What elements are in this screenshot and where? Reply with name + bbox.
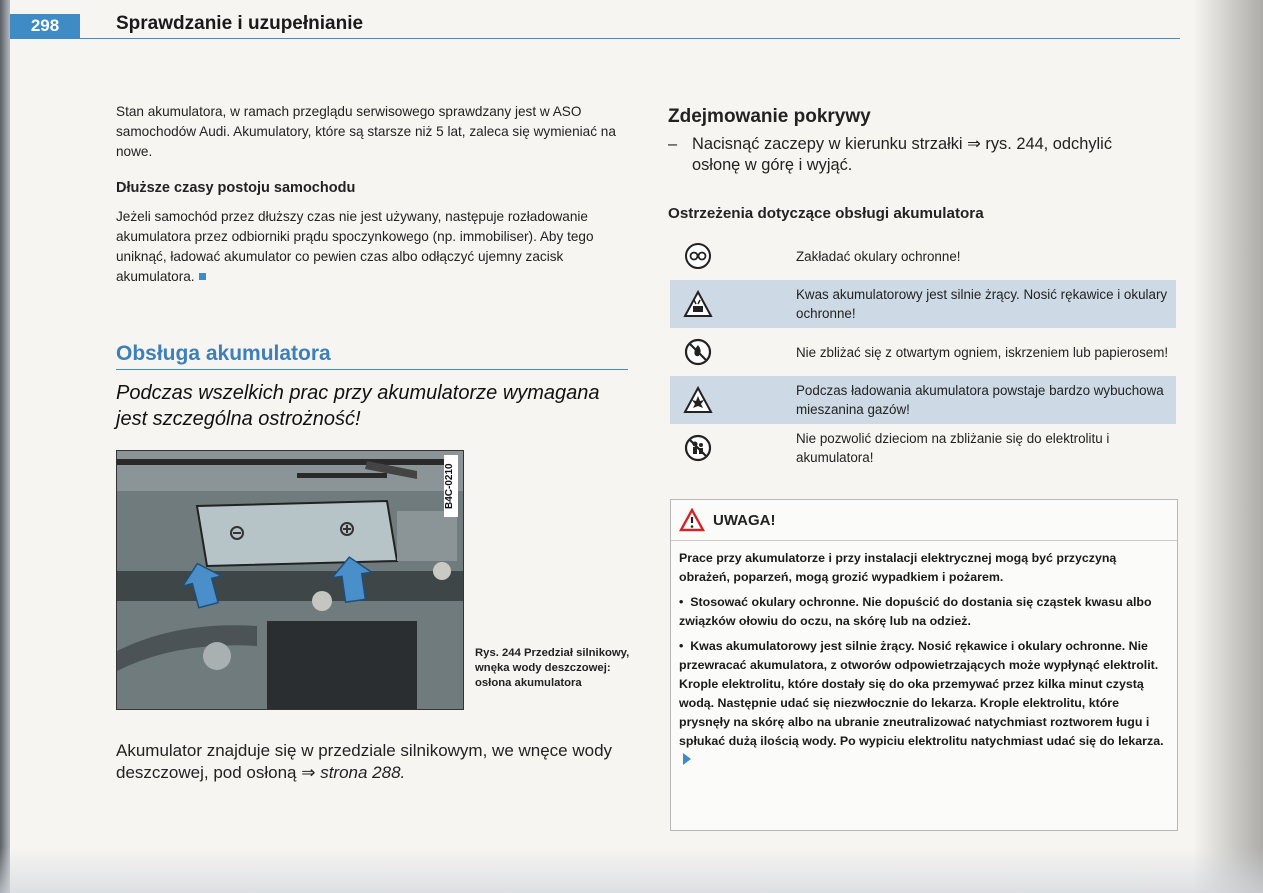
warning-row bbox=[670, 424, 1176, 472]
caution-body bbox=[671, 541, 1177, 770]
lead-text: Podczas wszelkich prac przy akumulatorze wymagana jest szczególna ostrożność! bbox=[116, 382, 600, 430]
caution-bullet-text: Kwas akumulatorowy jest silnie żrący. Nosić rękawice i okulary ochronne. Nie przewracać akumulatora, z otworów odpowietrzających może wypłynąć elektrolit. Krople elektrolitu, które dostały się do oka przemywać przez kilka minut czystą wodą. Następnie udać się niezwłocznie do lekarza. Krople elektrolitu, które prysnęły na skórę albo na ubranie zneutralizować natychmiast roztworem ługu i spłukać dużą ilością wody. Po wypiciu elektrolitu natychmiast udać się do lekarza. bbox=[679, 639, 1164, 748]
binding-edge bbox=[0, 0, 10, 893]
bottom-shadow bbox=[0, 847, 1263, 893]
warning-triangle-icon bbox=[679, 508, 705, 532]
caution-title: UWAGA! bbox=[713, 511, 776, 529]
warning-text: Zakładać okulary ochronne! bbox=[796, 248, 961, 264]
end-marker-icon bbox=[199, 273, 206, 280]
caution-box bbox=[670, 499, 1178, 831]
warning-text: Podczas ładowania akumulatora powstaje bardzo wybuchowa mieszanina gazów! bbox=[796, 383, 1164, 417]
page-number: 298 bbox=[10, 14, 80, 38]
caution-intro: Prace przy akumulatorze i przy instalacji elektrycznej mogą być przyczyną obrażeń, poparzeń, mogą grozić wypadkiem i pożarem. bbox=[679, 551, 1117, 584]
warning-row bbox=[670, 328, 1176, 376]
page-reference-link[interactable]: strona 288. bbox=[320, 763, 406, 782]
storage-paragraph bbox=[116, 207, 628, 287]
warnings-table bbox=[670, 232, 1176, 472]
intro-paragraph: Stan akumulatora, w ramach przeglądu serwisowego sprawdzany jest w ASO samochodów Audi. Akumulatory, które są starsze niż 5 lat, zaleca się wymieniać na nowe. bbox=[116, 104, 616, 159]
storage-heading: Dłuższe czasy postoju samochodu bbox=[116, 180, 356, 196]
figure-caption: Rys. 244 Przedział silnikowy, wnęka wody deszczowej: osłona akumulatora bbox=[475, 647, 630, 689]
step-dash: – bbox=[668, 135, 678, 153]
warning-text: Nie zbliżać się z otwartym ogniem, iskrzeniem lub papierosem! bbox=[796, 344, 1169, 360]
caution-bullet: • Stosować okulary ochronne. Nie dopuścić do dostania się cząstek kwasu albo związków ołowiu do oczu, na skórę lub na odzież. bbox=[679, 595, 1152, 628]
cover-heading: Zdejmowanie pokrywy bbox=[668, 106, 871, 127]
goggles-icon bbox=[670, 242, 726, 270]
page-curl-shadow bbox=[1193, 0, 1263, 893]
warning-row bbox=[670, 280, 1176, 328]
battery-location-text bbox=[116, 740, 636, 784]
page-title: Sprawdzanie i uzupełnianie bbox=[116, 13, 364, 34]
section-title: Obsługa akumulatora bbox=[116, 342, 331, 365]
engine-bay-figure bbox=[116, 450, 464, 710]
caution-bullet: • Kwas akumulatorowy jest silnie żrący. Nosić rękawice i okulary ochronne. Nie przewracać akumulatora, z otworów odpowietrzających może wypłynąć elektrolit. Krople elektrolitu, które dostały się do oka przemywać przez kilka minut czystą wodą. Następnie udać się niezwłocznie do lekarza. Krople elektrolitu, które prysnęły na skórę albo na ubranie zneutralizować natychmiast roztworem ługu i spłukać dużą ilością wody. Po wypiciu elektrolitu natychmiast udać się do lekarza. bbox=[679, 637, 1169, 770]
warnings-heading: Ostrzeżenia dotyczące obsługi akumulatora bbox=[668, 205, 984, 222]
cover-step bbox=[668, 134, 1128, 176]
no-children-icon bbox=[670, 434, 726, 462]
header-divider bbox=[10, 38, 1180, 39]
figure-code: B4C-0210 bbox=[444, 455, 458, 517]
location-text: Akumulator znajduje się w przedziale silnikowym, we wnęce wody deszczowej, pod osłoną ⇒ bbox=[116, 741, 613, 782]
caution-bullet-text: Stosować okulary ochronne. Nie dopuścić do dostania się cząstek kwasu albo związków ołowiu do oczu, na skórę lub na odzież. bbox=[679, 595, 1152, 628]
storage-text: Jeżeli samochód przez dłuższy czas nie jest używany, następuje rozładowanie akumulatora przez odbiorniki prądu spoczynkowego (np. immobiliser). Aby tego uniknąć, ładować akumulator co pewien czas albo odłączyć ujemny zacisk akumulatora. bbox=[116, 209, 594, 284]
warning-text: Nie pozwolić dzieciom na zbliżanie się do elektrolitu i akumulatora! bbox=[796, 431, 1110, 465]
cover-step-text: Nacisnąć zaczepy w kierunku strzałki ⇒ rys. 244, odchylić osłonę w górę i wyjąć. bbox=[692, 135, 1113, 174]
warning-text: Kwas akumulatorowy jest silnie żrący. Nosić rękawice i okulary ochronne! bbox=[796, 287, 1168, 321]
warning-row bbox=[670, 232, 1176, 280]
warning-row bbox=[670, 376, 1176, 424]
section-divider bbox=[116, 369, 628, 370]
continue-arrow-icon bbox=[683, 753, 691, 765]
explosive-icon bbox=[670, 386, 726, 414]
no-fire-icon bbox=[670, 338, 726, 366]
engine-bay-illustration bbox=[117, 451, 463, 709]
corrosive-icon bbox=[670, 290, 726, 318]
caution-header bbox=[671, 500, 1177, 541]
